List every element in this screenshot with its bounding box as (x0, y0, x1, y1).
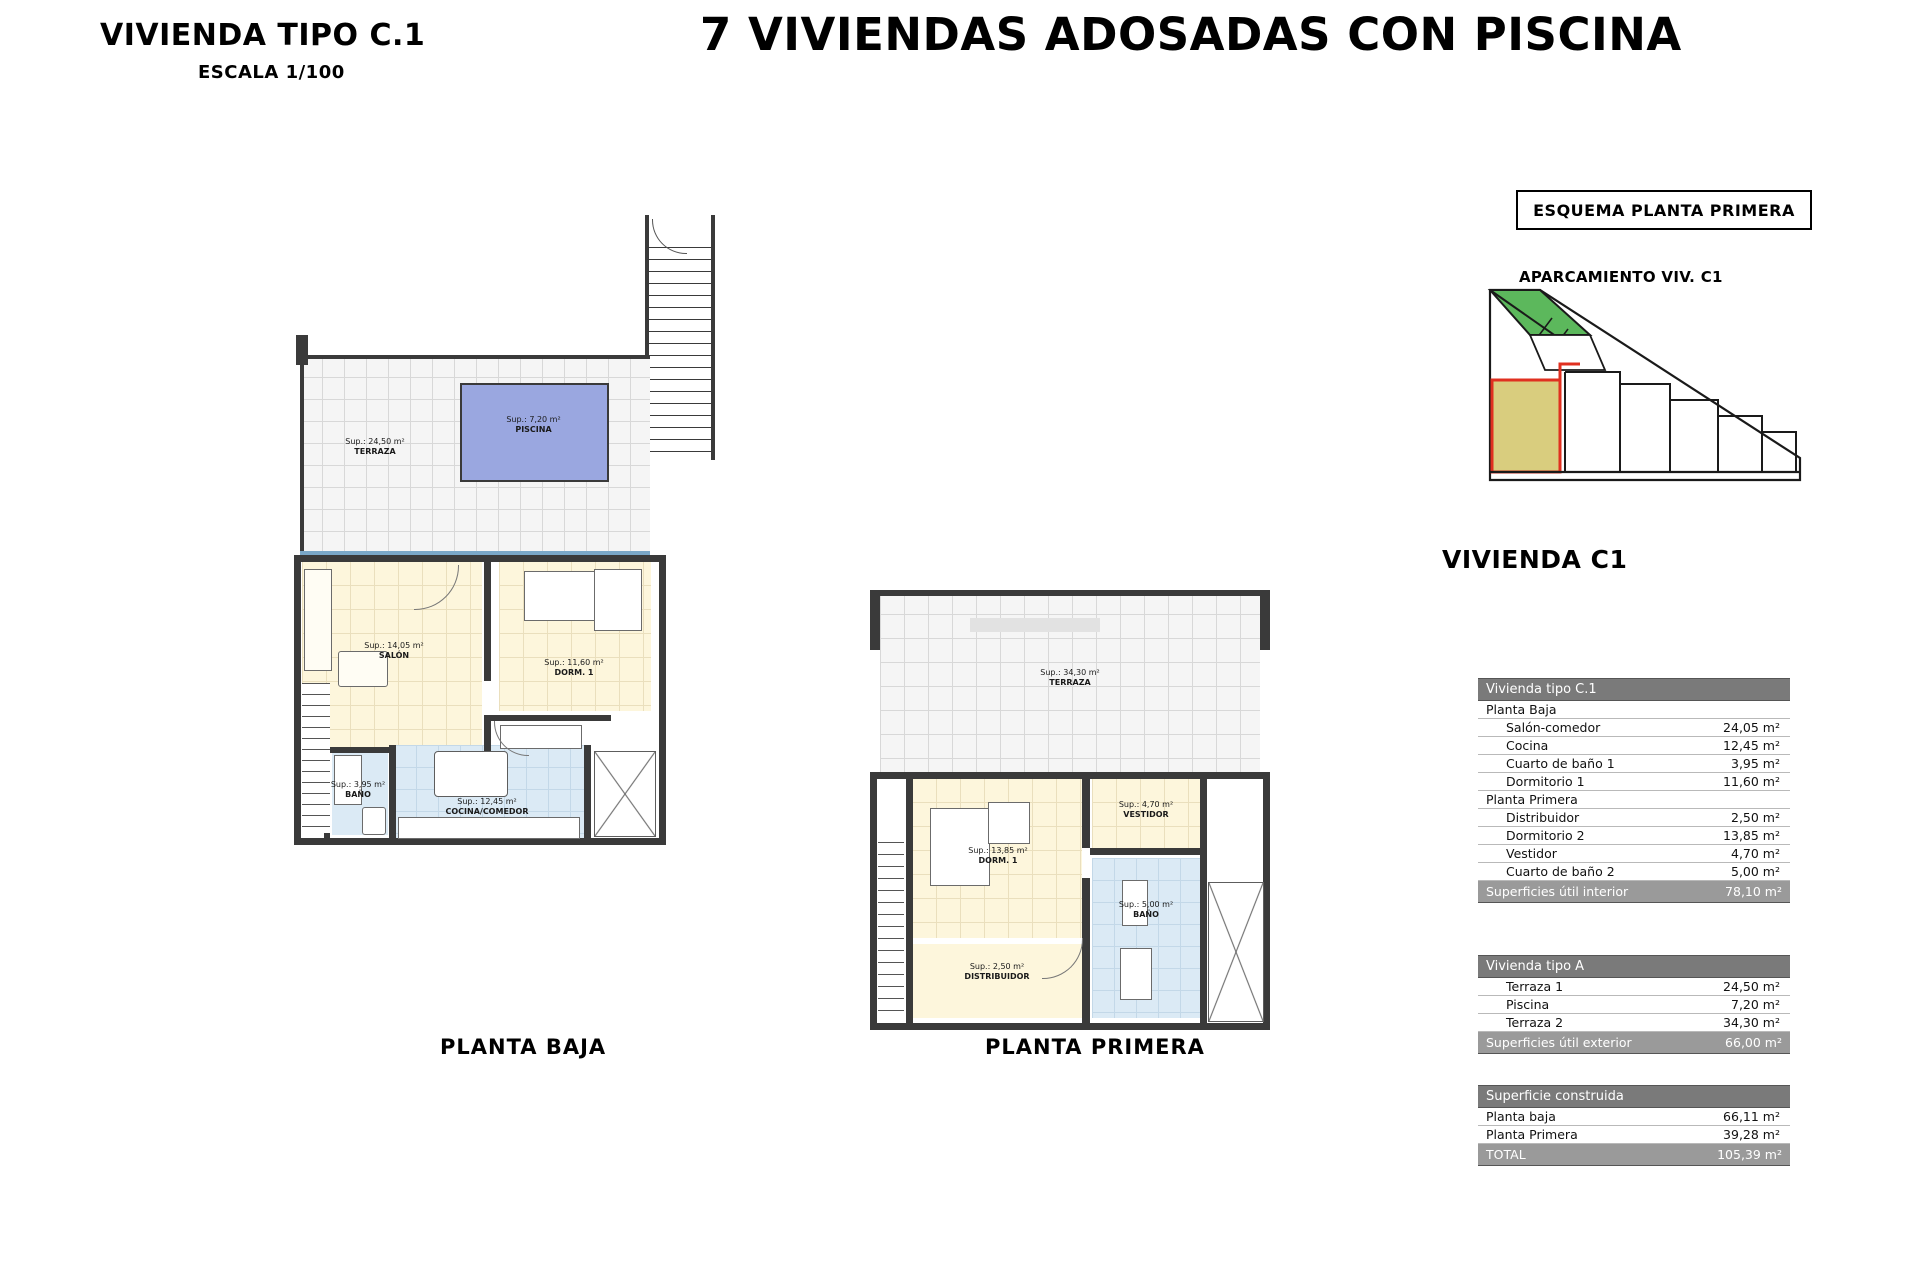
row-vestidor: Vestidor (1478, 845, 1692, 863)
ground-floor-caption: PLANTA BAJA (440, 1035, 607, 1059)
bano-name: BAÑO (345, 790, 371, 799)
dorm1-label (524, 658, 624, 678)
pool-name: PISCINA (515, 425, 552, 434)
row-planta-primera-value: 39,28 m² (1655, 1126, 1790, 1144)
exterior-table-header: Vivienda tipo A (1478, 956, 1790, 978)
row-distribuidor: Distribuidor (1478, 809, 1692, 827)
row-terraza-1-value: 24,50 m² (1693, 978, 1790, 996)
dorm2-name: DORM. 1 (978, 856, 1018, 865)
first-bano-area: Sup.: 5,00 m² (1118, 900, 1174, 909)
row-planta-baja-value: 66,11 m² (1655, 1108, 1790, 1126)
bano-label (316, 780, 400, 800)
row-cocina: Cocina (1478, 737, 1692, 755)
built-total-value: 105,39 m² (1655, 1144, 1790, 1166)
row-dormitorio-2: Dormitorio 2 (1478, 827, 1692, 845)
vestidor-area: Sup.: 4,70 m² (1118, 800, 1174, 809)
scheme-title-box: ESQUEMA PLANTA PRIMERA (1516, 190, 1812, 230)
interior-section-ground: Planta Baja (1478, 701, 1692, 719)
interior-section-first: Planta Primera (1478, 791, 1692, 809)
parking-label: APARCAMIENTO VIV. C1 (1519, 268, 1723, 286)
unit-label: VIVIENDA C1 (1442, 545, 1628, 574)
salon-name: SALÓN (378, 651, 410, 660)
cocina-area: Sup.: 12,45 m² (457, 797, 517, 806)
row-vestidor-value: 4,70 m² (1692, 845, 1791, 863)
row-bano-2: Cuarto de baño 2 (1478, 863, 1692, 881)
cocina-name: COCINA/COMEDOR (445, 807, 529, 816)
exterior-total-value: 66,00 m² (1693, 1032, 1790, 1054)
scheme-svg (1470, 280, 1820, 530)
built-surface-table (1478, 1085, 1790, 1166)
row-planta-baja: Planta baja (1478, 1108, 1655, 1126)
dorm2-area: Sup.: 13,85 m² (968, 846, 1028, 855)
first-stair-treads (878, 842, 904, 1020)
row-dormitorio-1-value: 11,60 m² (1692, 773, 1791, 791)
terrace2-name: TERRAZA (1049, 678, 1091, 687)
hatched-void (594, 751, 656, 837)
pool-area: Sup.: 7,20 m² (506, 415, 561, 424)
ground-floor-plan (300, 215, 730, 1045)
exterior-surface-table (1478, 955, 1790, 1054)
row-dormitorio-2-value: 13,85 m² (1692, 827, 1791, 845)
row-salon-comedor: Salón-comedor (1478, 719, 1692, 737)
first-hatched-void (1208, 882, 1264, 1022)
terrace2-label (1010, 668, 1130, 688)
terrace2-area-text: Sup.: 34,30 m² (1040, 668, 1100, 677)
site-scheme-diagram (1470, 280, 1820, 530)
distribuidor-name: DISTRIBUIDOR (964, 972, 1030, 981)
terrace1-name: TERRAZA (354, 447, 396, 456)
first-bano-name: BAÑO (1133, 910, 1159, 919)
stair-treads-upper (649, 247, 711, 459)
pool-label (476, 415, 591, 435)
row-dormitorio-1: Dormitorio 1 (1478, 773, 1692, 791)
built-total-label: TOTAL (1478, 1144, 1655, 1166)
row-piscina-value: 7,20 m² (1693, 996, 1790, 1014)
vestidor-name: VESTIDOR (1123, 810, 1169, 819)
distribuidor-area: Sup.: 2,50 m² (969, 962, 1025, 971)
cocina-label (422, 797, 552, 817)
row-salon-comedor-value: 24,05 m² (1692, 719, 1791, 737)
row-cocina-value: 12,45 m² (1692, 737, 1791, 755)
row-terraza-2-value: 34,30 m² (1693, 1014, 1790, 1032)
interior-table-header: Vivienda tipo C.1 (1478, 679, 1790, 701)
first-bano-label (1098, 900, 1194, 920)
interior-total-value: 78,10 m² (1692, 881, 1791, 903)
built-table-header: Superficie construida (1478, 1086, 1790, 1108)
row-distribuidor-value: 2,50 m² (1692, 809, 1791, 827)
terrace1-area: Sup.: 24,50 m² (345, 437, 405, 446)
vestidor-label (1098, 800, 1194, 820)
interior-surface-table (1478, 678, 1790, 903)
interior-total-label: Superficies útil interior (1478, 881, 1692, 903)
row-bano-1-value: 3,95 m² (1692, 755, 1791, 773)
terrace1-label (320, 437, 430, 457)
row-bano-2-value: 5,00 m² (1692, 863, 1791, 881)
distribuidor-label (932, 962, 1062, 982)
exterior-total-label: Superficies útil exterior (1478, 1032, 1693, 1054)
salon-area: Sup.: 14,05 m² (364, 641, 424, 650)
first-floor-plan (870, 590, 1280, 1030)
first-floor-caption: PLANTA PRIMERA (985, 1035, 1205, 1059)
row-bano-1: Cuarto de baño 1 (1478, 755, 1692, 773)
stair-treads-lower (302, 683, 330, 833)
salon-label (344, 641, 444, 661)
dorm2-label (948, 846, 1048, 866)
bano-area: Sup.: 3,95 m² (330, 780, 386, 789)
main-title: 7 VIVIENDAS ADOSADAS CON PISCINA (700, 8, 1682, 61)
row-planta-primera: Planta Primera (1478, 1126, 1655, 1144)
row-terraza-2: Terraza 2 (1478, 1014, 1693, 1032)
page-title: VIVIENDA TIPO C.1 (100, 18, 426, 53)
dorm1-name: DORM. 1 (554, 668, 594, 677)
row-terraza-1: Terraza 1 (1478, 978, 1693, 996)
interior-block (294, 555, 666, 845)
scale-label: ESCALA 1/100 (198, 62, 345, 83)
first-interior-block (870, 772, 1270, 1030)
row-piscina: Piscina (1478, 996, 1693, 1014)
dorm1-area: Sup.: 11,60 m² (544, 658, 604, 667)
